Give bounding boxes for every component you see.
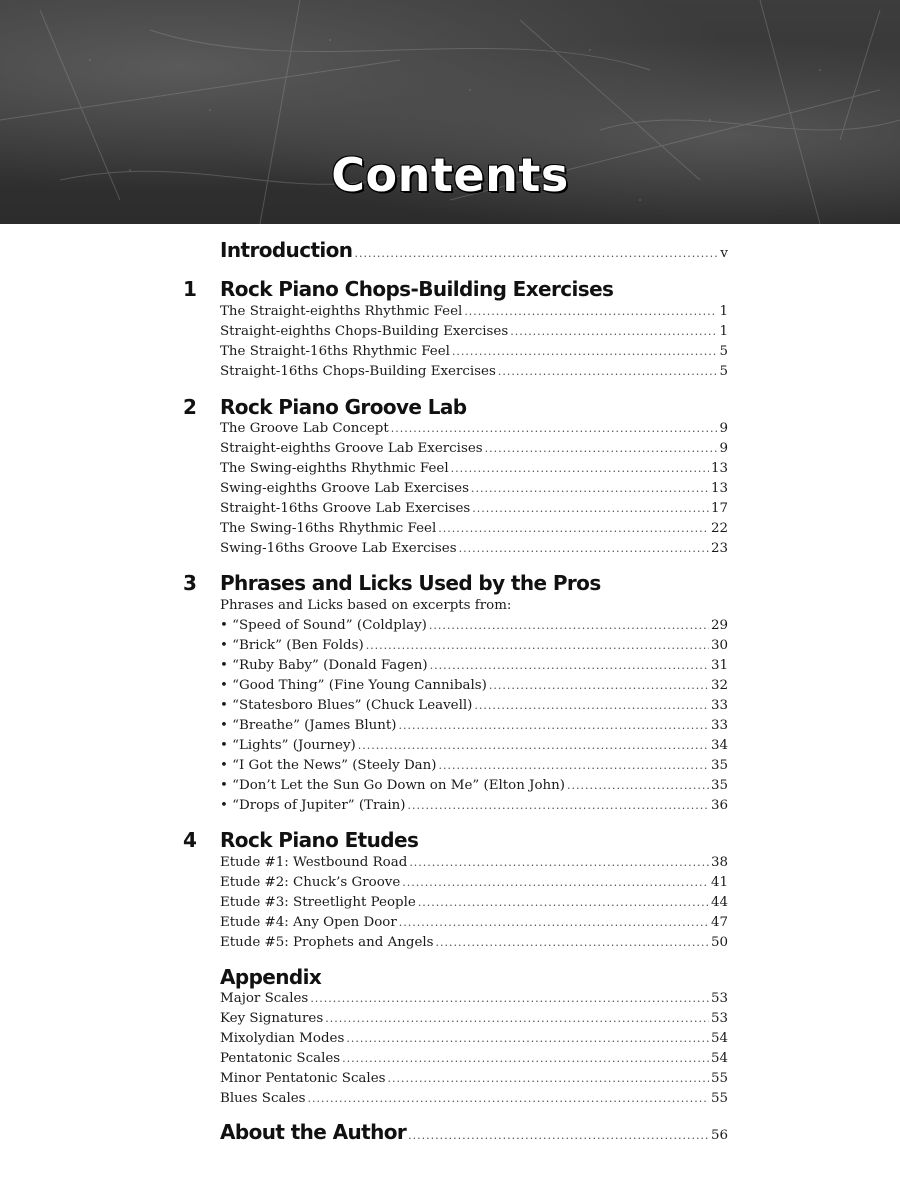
entry-page: 5 [719, 364, 728, 379]
leader-dots [498, 365, 718, 378]
entry-page: 17 [710, 501, 728, 516]
entry-title: • “Ruby Baby” (Donald Fagen) [220, 658, 428, 673]
leader-dots [452, 345, 718, 358]
leader-dots [402, 876, 709, 889]
toc-entry[interactable] [220, 1011, 728, 1031]
leader-dots [459, 542, 709, 555]
chapter-number: 3 [183, 571, 197, 595]
toc-entry[interactable] [220, 798, 728, 818]
entry-page: 30 [710, 638, 728, 653]
entry-page: 1 [719, 324, 728, 339]
chapter-number: 4 [183, 828, 197, 852]
leader-dots [485, 442, 718, 455]
entry-title: The Swing-16ths Rhythmic Feel [220, 521, 437, 536]
leader-dots [474, 699, 709, 712]
chapter-number: 2 [183, 395, 197, 419]
entry-title: Straight-eighths Chops-Building Exercises [220, 324, 509, 339]
introduction-title: Introduction [220, 238, 353, 262]
entry-title: Etude #2: Chuck’s Groove [220, 875, 401, 890]
entry-title: Etude #5: Prophets and Angels [220, 935, 434, 950]
page-title: Contents [331, 148, 569, 202]
entry-page: 35 [710, 778, 728, 793]
entry-page: 35 [710, 758, 728, 773]
entry-page: 50 [710, 935, 728, 950]
toc-entry[interactable] [220, 778, 728, 798]
toc-entry[interactable] [220, 678, 728, 698]
entry-page: 36 [710, 798, 728, 813]
entry-title: Etude #3: Streetlight People [220, 895, 416, 910]
chapter-number: 1 [183, 277, 197, 301]
entry-title: Etude #1: Westbound Road [220, 855, 408, 870]
leader-dots [354, 247, 718, 260]
entry-page: 33 [710, 698, 728, 713]
toc-entry[interactable] [220, 738, 728, 758]
about-page: 56 [710, 1128, 728, 1143]
entry-title: Swing-16ths Groove Lab Exercises [220, 541, 457, 556]
entry-title: • “Drops of Jupiter” (Train) [220, 798, 406, 813]
entry-page: 53 [710, 991, 728, 1006]
toc-entry[interactable] [220, 698, 728, 718]
entry-title: The Swing-eighths Rhythmic Feel [220, 461, 449, 476]
leader-dots [472, 502, 709, 515]
toc-entry[interactable] [220, 875, 728, 895]
toc-entry[interactable] [220, 481, 728, 501]
entry-page: 9 [719, 441, 728, 456]
toc-entry[interactable] [220, 1091, 728, 1111]
chapter-title[interactable]: Phrases and Licks Used by the Pros [220, 571, 601, 595]
leader-dots [310, 992, 709, 1005]
toc-entry[interactable] [220, 461, 728, 481]
entry-page: 31 [710, 658, 728, 673]
leader-dots [308, 1092, 709, 1105]
leader-dots [451, 462, 709, 475]
leader-dots [408, 1129, 709, 1142]
about-title: About the Author [220, 1120, 407, 1144]
entry-title: Major Scales [220, 991, 309, 1006]
leader-dots [429, 619, 709, 632]
chapter-title[interactable]: Rock Piano Chops-Building Exercises [220, 277, 614, 301]
entry-page: 23 [710, 541, 728, 556]
leader-dots [464, 305, 717, 318]
entry-page: 13 [710, 461, 728, 476]
toc-entry[interactable] [220, 1071, 728, 1091]
toc-entry[interactable] [220, 501, 728, 521]
leader-dots [436, 936, 709, 949]
entry-title: • “Lights” (Journey) [220, 738, 356, 753]
chapter-title[interactable]: Rock Piano Etudes [220, 828, 419, 852]
leader-dots [409, 856, 709, 869]
leader-dots [366, 639, 709, 652]
entry-page: 29 [710, 618, 728, 633]
toc-entry[interactable] [220, 521, 728, 541]
toc-entry[interactable] [220, 364, 728, 384]
entry-page: 34 [710, 738, 728, 753]
leader-dots [399, 719, 709, 732]
leader-dots [391, 422, 718, 435]
entry-page: 55 [710, 1091, 728, 1106]
toc-entry[interactable] [220, 658, 728, 678]
toc-entry[interactable] [220, 758, 728, 778]
leader-dots [358, 739, 709, 752]
toc-introduction[interactable] [220, 238, 728, 268]
appendix-title[interactable]: Appendix [220, 965, 322, 989]
toc-entry[interactable] [220, 421, 728, 441]
entry-title: Straight-eighths Groove Lab Exercises [220, 441, 483, 456]
toc-entry[interactable] [220, 895, 728, 915]
entry-page: 32 [710, 678, 728, 693]
entry-title: The Straight-eighths Rhythmic Feel [220, 304, 463, 319]
entry-page: 55 [710, 1071, 728, 1086]
entry-title: • “Breathe” (James Blunt) [220, 718, 397, 733]
entry-page: 44 [710, 895, 728, 910]
chapter-title[interactable]: Rock Piano Groove Lab [220, 395, 467, 419]
entry-title: • “Don’t Let the Sun Go Down on Me” (Elton John) [220, 778, 565, 793]
entry-page: 33 [710, 718, 728, 733]
entry-page: 13 [710, 481, 728, 496]
toc-entry[interactable] [220, 541, 728, 561]
chapter-intro-text: Phrases and Licks based on excerpts from: [220, 598, 512, 613]
toc-entry[interactable] [220, 1031, 728, 1051]
toc-entry[interactable] [220, 991, 728, 1011]
entry-title: The Groove Lab Concept [220, 421, 389, 436]
leader-dots [430, 659, 709, 672]
entry-page: 9 [719, 421, 728, 436]
entry-page: 41 [710, 875, 728, 890]
entry-page: 53 [710, 1011, 728, 1026]
leader-dots [399, 916, 709, 929]
leader-dots [418, 896, 709, 909]
entry-page: 54 [710, 1051, 728, 1066]
leader-dots [567, 779, 709, 792]
leader-dots [439, 759, 709, 772]
entry-page: 22 [710, 521, 728, 536]
header-banner [0, 0, 900, 224]
leader-dots [471, 482, 709, 495]
entry-title: Straight-16ths Chops-Building Exercises [220, 364, 496, 379]
leader-dots [510, 325, 717, 338]
toc-entry[interactable] [220, 638, 728, 658]
toc-entry[interactable] [220, 1051, 728, 1071]
entry-title: • “I Got the News” (Steely Dan) [220, 758, 437, 773]
entry-title: Straight-16ths Groove Lab Exercises [220, 501, 471, 516]
entry-title: Swing-eighths Groove Lab Exercises [220, 481, 469, 496]
toc-about-author[interactable] [220, 1120, 728, 1150]
entry-title: • “Good Thing” (Fine Young Cannibals) [220, 678, 487, 693]
leader-dots [408, 799, 709, 812]
toc-entry[interactable] [220, 618, 728, 638]
leader-dots [489, 679, 709, 692]
entry-title: The Straight-16ths Rhythmic Feel [220, 344, 450, 359]
entry-title: • “Brick” (Ben Folds) [220, 638, 364, 653]
entry-title: Mixolydian Modes [220, 1031, 345, 1046]
entry-page: 38 [710, 855, 728, 870]
toc-entry[interactable] [220, 441, 728, 461]
leader-dots [346, 1032, 709, 1045]
entry-page: 47 [710, 915, 728, 930]
entry-title: Pentatonic Scales [220, 1051, 341, 1066]
entry-title: Blues Scales [220, 1091, 306, 1106]
leader-dots [438, 522, 709, 535]
entry-page: 54 [710, 1031, 728, 1046]
toc-entry[interactable] [220, 344, 728, 364]
entry-title: Minor Pentatonic Scales [220, 1071, 386, 1086]
toc-entry[interactable] [220, 718, 728, 738]
toc-entry[interactable] [220, 915, 728, 935]
toc-entry[interactable] [220, 855, 728, 875]
leader-dots [325, 1012, 709, 1025]
entry-page: 5 [719, 344, 728, 359]
entry-title: • “Speed of Sound” (Coldplay) [220, 618, 427, 633]
leader-dots [388, 1072, 709, 1085]
toc-entry[interactable] [220, 304, 728, 324]
toc-entry[interactable] [220, 935, 728, 955]
leader-dots [342, 1052, 709, 1065]
entry-title: Key Signatures [220, 1011, 324, 1026]
entry-title: Etude #4: Any Open Door [220, 915, 397, 930]
entry-page: 1 [719, 304, 728, 319]
entry-title: • “Statesboro Blues” (Chuck Leavell) [220, 698, 473, 713]
introduction-page: v [720, 246, 728, 261]
toc-entry[interactable] [220, 324, 728, 344]
